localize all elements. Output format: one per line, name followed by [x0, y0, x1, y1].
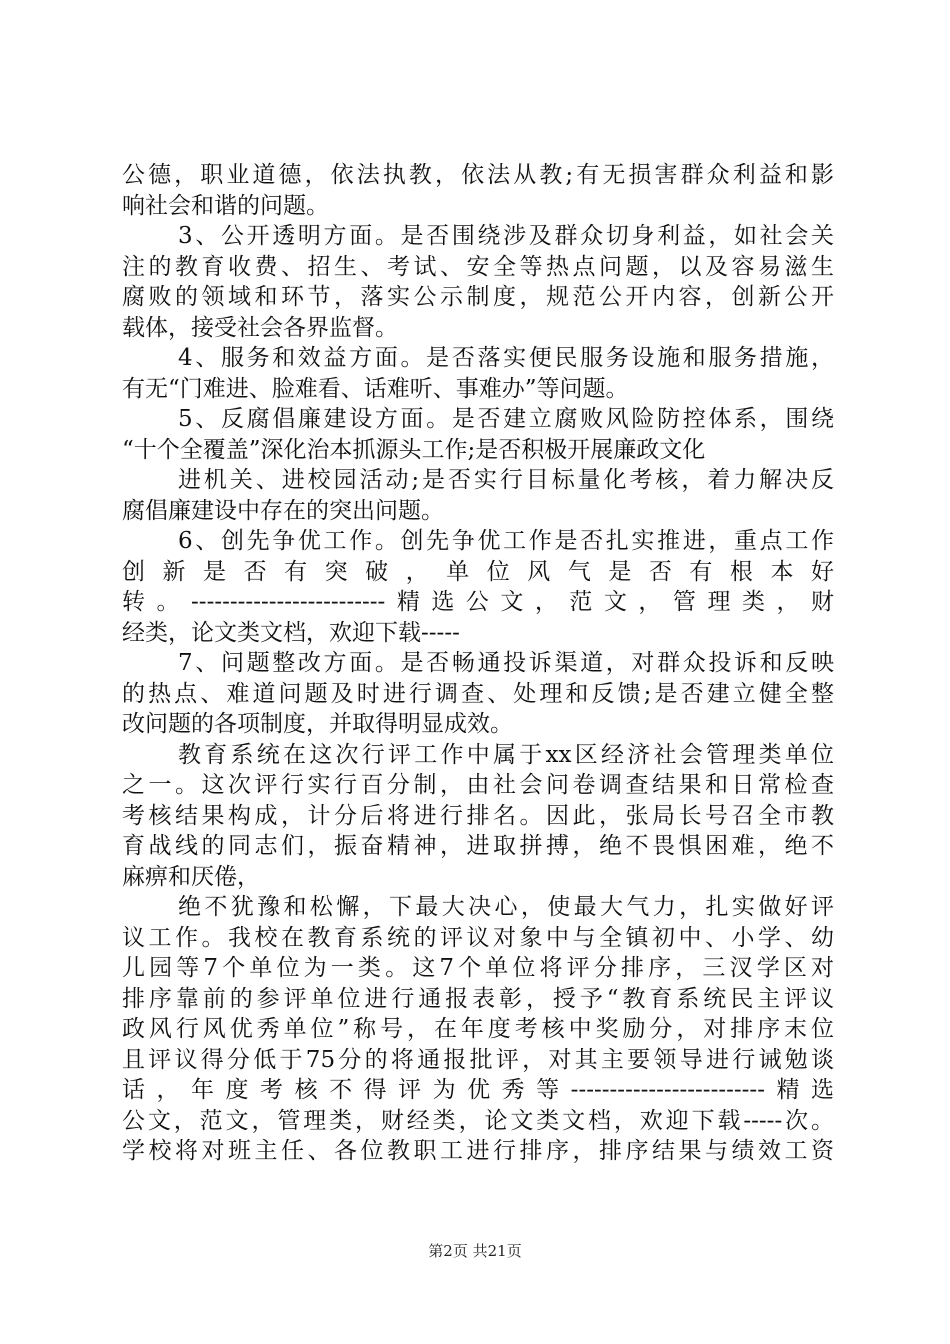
text-line: 改问题的各项制度，并取得明显成效。	[122, 711, 513, 737]
text-line: 创 新 是 否 有 突 破 ， 单 位 风 气 是 否 有 根 本 好	[122, 558, 834, 585]
text-line: 政风行风优秀单位”称号，在年度考核中奖励分，对排序末位	[122, 1016, 834, 1042]
text-line: 4、服务和效益方面。是否落实便民服务设施和服务措施，	[178, 345, 834, 371]
text-line: “十个全覆盖”深化治本抓源头工作;是否积极开展廉政文化	[122, 436, 706, 463]
text-line: 有无“门难进、脸难看、话难听、事难办”等问题。	[122, 375, 629, 402]
text-line: 7、问题整改方面。是否畅通投诉渠道，对群众投诉和反映	[178, 650, 834, 676]
text-line: 转。-------------------------精选公文，范文，管理类，财	[122, 589, 834, 615]
text-line: 育战线的同志们，振奋精神，进取拼搏，绝不畏惧困难，绝不	[122, 833, 834, 859]
text-line: 响社会和谐的问题。	[122, 192, 329, 219]
text-line: 绝不犹豫和松懈，下最大决心，使最大气力，扎实做好评	[178, 894, 834, 920]
text-line: 排序靠前的参评单位进行通报表彰，授予“教育系统民主评议	[122, 985, 834, 1012]
text-line: 议工作。我校在教育系统的评议对象中与全镇初中、小学、幼	[122, 924, 834, 951]
text-line: 进机关、进校园活动;是否实行目标量化考核，着力解决反	[178, 467, 834, 493]
text-line: 6、创先争优工作。创先争优工作是否扎实推进，重点工作	[178, 528, 834, 554]
text-line: 麻痹和厌倦，	[122, 863, 260, 890]
text-line: 公德，职业道德，依法执教，依法从教;有无损害群众利益和影	[122, 162, 834, 188]
text-line: 经类，论文类文档，欢迎下载-----	[122, 619, 460, 646]
document-body	[122, 160, 834, 1167]
text-line: 注的教育收费、招生、考试、安全等热点问题，以及容易滋生	[122, 253, 834, 280]
text-line: 教育系统在这次行评工作中属于xx区经济社会管理类单位	[178, 741, 834, 768]
text-line: 腐败的领域和环节，落实公示制度，规范公开内容，创新公开	[122, 284, 834, 310]
text-line: 话，年度考核不得评为优秀等-------------------------精选	[122, 1077, 834, 1103]
page-number-footer: 第2页 共21页	[428, 1242, 522, 1260]
text-line: 的热点、难道问题及时进行调查、处理和反馈;是否建立健全整	[122, 680, 834, 707]
text-line: 3、公开透明方面。是否围绕涉及群众切身利益，如社会关	[178, 223, 834, 249]
text-line: 腐倡廉建设中存在的突出问题。	[122, 497, 444, 524]
text-line: 且评议得分低于75分的将通报批评，对其主要领导进行诫勉谈	[122, 1046, 834, 1073]
text-line: 5、反腐倡廉建设方面。是否建立腐败风险防控体系，围绕	[178, 406, 834, 432]
text-line: 儿园等7个单位为一类。这7个单位将评分排序，三汊学区对	[122, 955, 834, 981]
text-line: 考核结果构成，计分后将进行排名。因此，张局长号召全市教	[122, 802, 834, 829]
text-line: 载体，接受社会各界监督。	[122, 314, 398, 341]
text-line: 学校将对班主任、各位教职工进行排序，排序结果与绩效工资	[122, 1138, 834, 1164]
text-line: 之一。这次评行实行百分制，由社会问卷调查结果和日常检查	[122, 772, 834, 798]
text-line: 公文，范文，管理类，财经类，论文类文档，欢迎下载-----次。	[122, 1107, 834, 1134]
